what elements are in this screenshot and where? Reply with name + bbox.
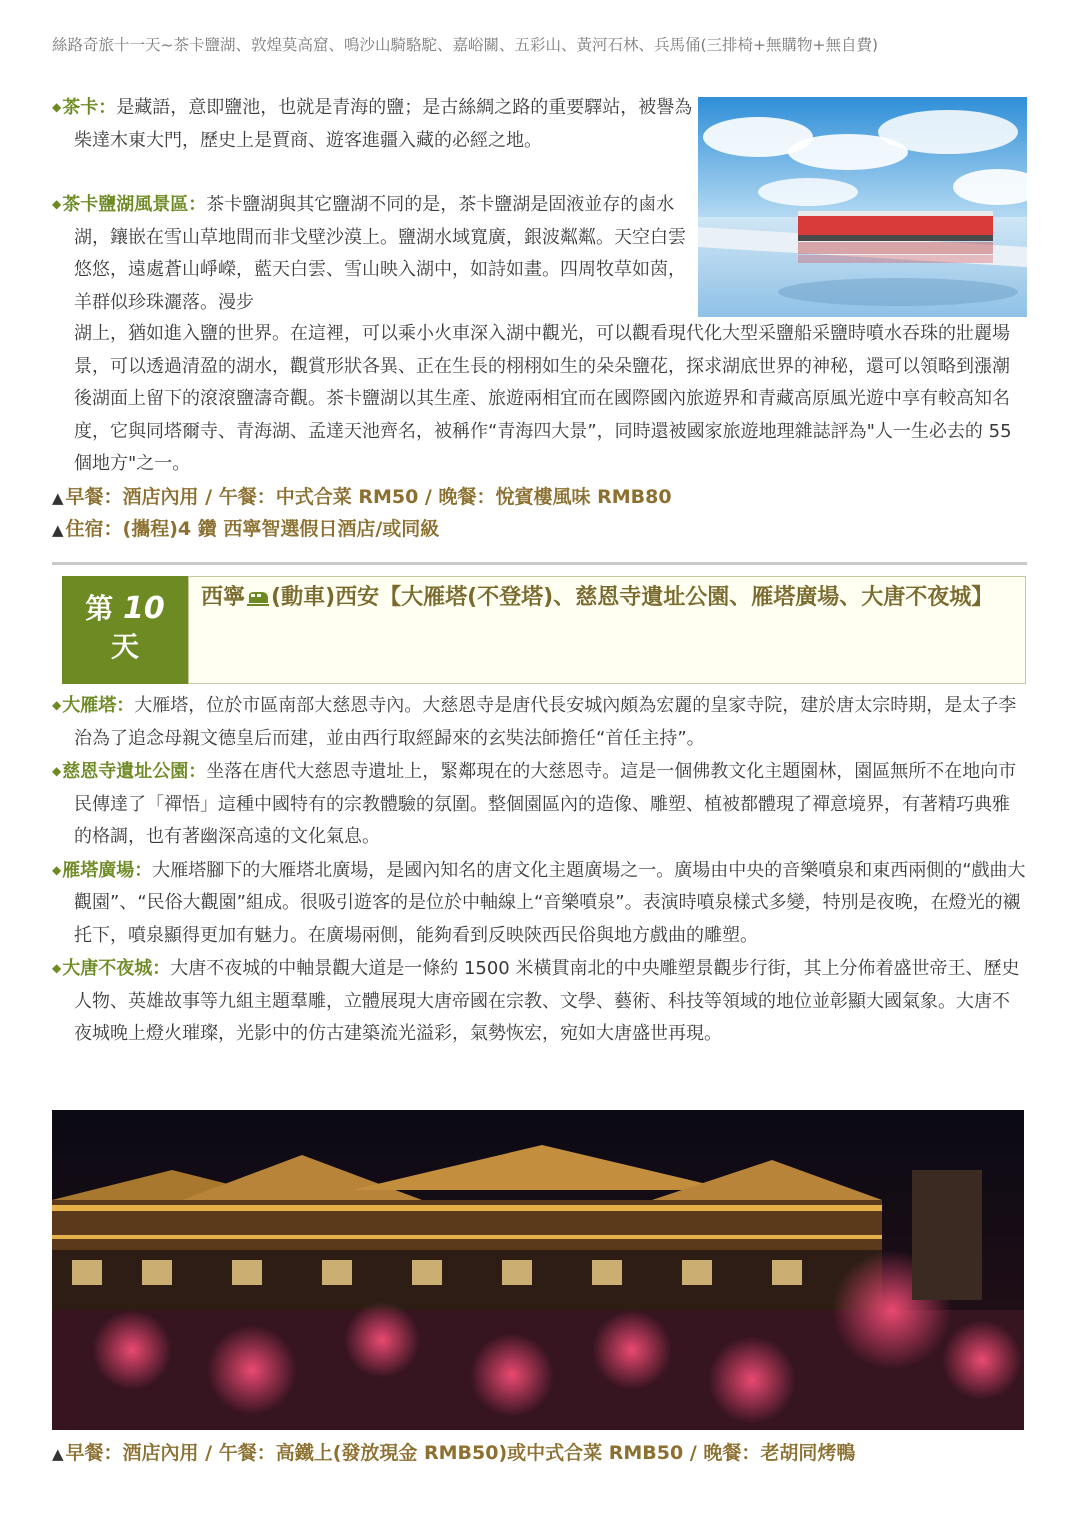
item-text: 坐落在唐代大慈恩寺遺址上，緊鄰現在的大慈恩寺。這是一個佛教文化主題園林，園區無所不在地向市民傳達了「禪悟」這種中國特有的宗教體驗的氛圍。整個園區內的造像、雕塑、植被都體現了禪意境界，有著精巧典雅的格調，也有著幽深高遠的文化氣息。 <box>74 761 1017 847</box>
datang-night-photo <box>52 1110 1024 1430</box>
triangle-bullet-icon: ▲ <box>52 489 64 507</box>
day-label-suffix: 天 <box>110 630 139 663</box>
triangle-bullet-icon: ▲ <box>52 521 64 539</box>
document-header: 絲路奇旅十一天~茶卡鹽湖、敦煌莫高窟、鳴沙山騎駱駝、嘉峪關、五彩山、黃河石林、兵馬俑(三排椅+無購物+無自費) <box>52 36 879 54</box>
day-10-items <box>52 689 1027 1051</box>
diamond-bullet-icon: ◆ <box>52 698 62 712</box>
day-number: 10 <box>123 591 165 626</box>
diamond-bullet-icon: ◆ <box>52 961 62 975</box>
day9-meals: ▲ 早餐：酒店內用 / 午餐：中式合菜 RM50 / 晚餐：悅賓樓風味 RMB80 <box>52 486 672 508</box>
chaka-lake-paragraph <box>52 188 702 319</box>
item-text: 大雁塔，位於市區南部大慈恩寺內。大慈恩寺是唐代長安城內頗為宏麗的皇家寺院，建於唐太宗時期，是太子李治為了追念母親文德皇后而建，並由西行取經歸來的玄奘法師擔任“首任主持”。 <box>74 695 1017 749</box>
chaka-term: 茶卡： <box>62 97 117 118</box>
item-text: 大唐不夜城的中軸景觀大道是一條約 1500 米橫貫南北的中央雕塑景觀步行街，其上分佈着盛世帝王、歷史人物、英雄故事等九組主題羣雕，立體展現大唐帝國在宗教、文學、藝術、科技等領域的地位並彰顯大國氣象。大唐不夜城晚上燈火璀璨，光影中的仿古建築流光溢彩，氣勢恢宏，宛如大唐盛世再現。 <box>74 958 1020 1044</box>
day-label-prefix: 第 <box>85 592 114 625</box>
day-10-title-start: 西寧 <box>201 585 246 610</box>
list-item <box>52 755 1027 854</box>
item-term: 大唐不夜城： <box>62 958 171 979</box>
day-10-badge <box>62 576 188 684</box>
diamond-bullet-icon: ◆ <box>52 197 62 211</box>
diamond-bullet-icon: ◆ <box>52 862 62 877</box>
list-item <box>52 952 1027 1051</box>
chaka-paragraph <box>52 91 702 157</box>
item-term: 慈恩寺遺址公園： <box>62 761 207 782</box>
section-divider <box>52 562 1027 565</box>
train-icon <box>246 583 270 619</box>
chaka-lake-paragraph-continued: 湖上，猶如進入鹽的世界。在這裡，可以乘小火車深入湖中觀光，可以觀看現代化大型采鹽船采鹽時噴水吞珠的壯麗場景，可以透過清盈的湖水，觀賞形狀各異、正在生長的栩栩如生的朵朵鹽花，探求湖底世界的神秘，還可以領略到漲潮後湖面上留下的滾滾鹽濤奇觀。茶卡鹽湖以其生產、旅遊兩相宜而在國際國內旅遊界和青藏高原風光遊中享有較高知名度，它與同塔爾寺、青海湖、孟達天池齊名，被稱作“青海四大景”，同時還被國家旅遊地理雜誌評為"人一生必去的 55 個地方"之一。 <box>74 323 1012 474</box>
diamond-bullet-icon: ◆ <box>52 100 62 114</box>
day9-hotel: ▲ 住宿：(攜程)4 鑽 西寧智選假日酒店/或同級 <box>52 518 440 540</box>
item-term: 雁塔廣場： <box>62 859 153 881</box>
list-item <box>52 854 1027 953</box>
day-10-title <box>188 576 1026 684</box>
item-term: 大雁塔： <box>62 695 135 716</box>
salt-lake-train-photo <box>698 97 1027 317</box>
chaka-lake-term: 茶卡鹽湖風景區： <box>62 194 207 215</box>
chaka-text: 是藏語，意即鹽池，也就是青海的鹽；是古絲綢之路的重要驛站，被譽為柴達木東大門，歷史上是賈商、遊客進疆入藏的必經之地。 <box>74 97 693 151</box>
day10-meals: ▲ 早餐：酒店內用 / 午餐：高鐵上(發放現金 RMB50)或中式合菜 RMB50 / 晚餐：老胡同烤鴨 <box>52 1442 856 1464</box>
chaka-lake-text-a: 茶卡鹽湖與其它鹽湖不同的是，茶卡鹽湖是固液並存的鹵水湖，鑲嵌在雪山草地間而非戈壁沙漠上。鹽湖水域寬廣，銀波粼粼。天空白雲悠悠，遠處蒼山崢嶸，藍天白雲、雪山映入湖中，如詩如畫。四周牧草如茵，羊群似珍珠灑落。漫步 <box>74 194 686 313</box>
item-text: 大雁塔腳下的大雁塔北廣場，是國內知名的唐文化主題廣場之一。廣場由中央的音樂噴泉和東西兩側的“戲曲大觀園”、“民俗大觀園”組成。很吸引遊客的是位於中軸線上“音樂噴泉”。表演時噴泉樣式多變，特別是夜晚，在燈光的襯托下，噴泉顯得更加有魅力。在廣場兩側，能夠看到反映陝西民俗與地方戲曲的雕塑。 <box>74 859 1026 946</box>
diamond-bullet-icon: ◆ <box>52 764 62 778</box>
list-item <box>52 689 1027 755</box>
day-10-title-rest: (動車)西安【大雁塔(不登塔)、慈恩寺遺址公園、雁塔廣場、大唐不夜城】 <box>271 585 994 610</box>
triangle-bullet-icon: ▲ <box>52 1445 64 1463</box>
